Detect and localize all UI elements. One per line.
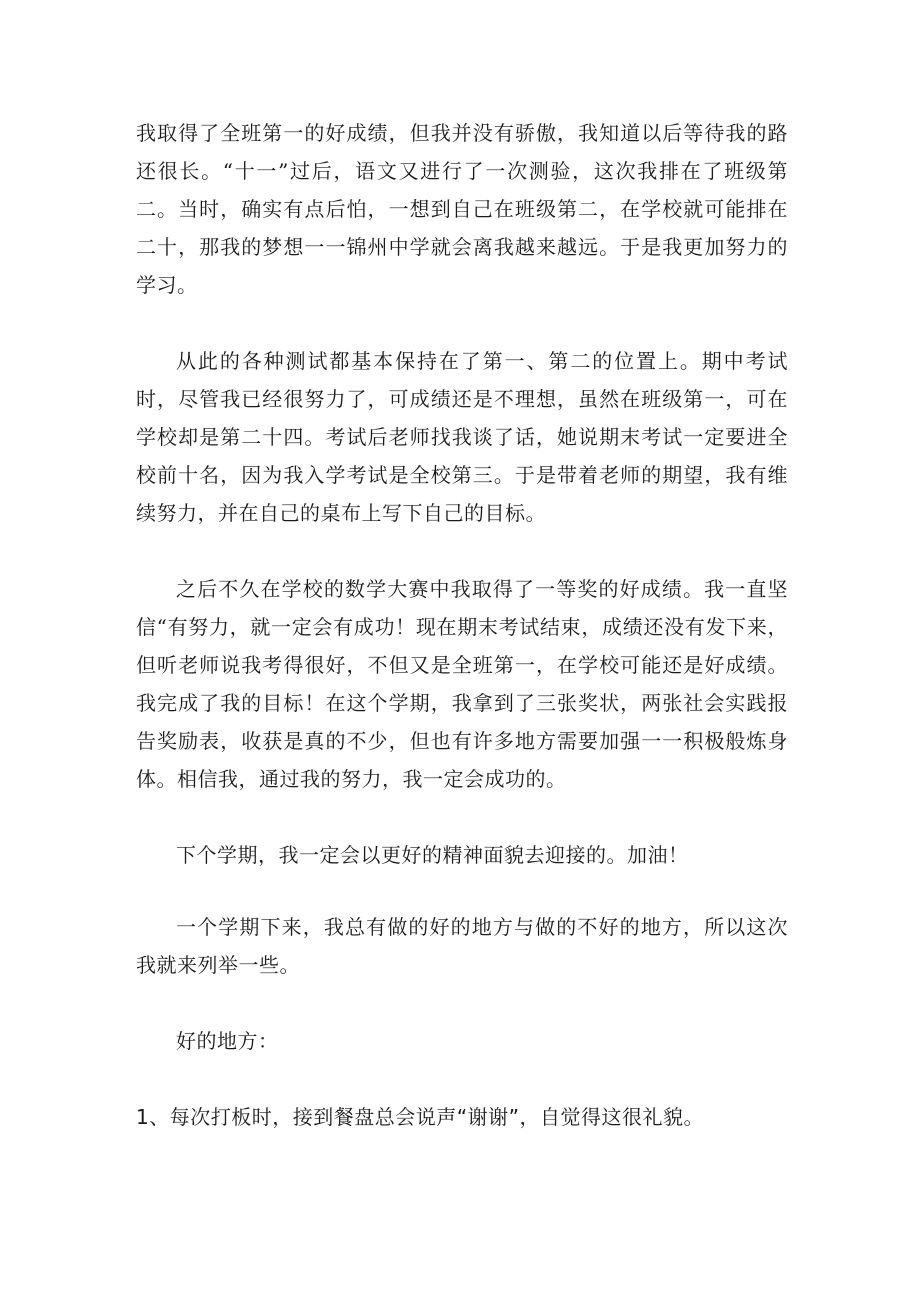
paragraph-3: 之后不久在学校的数学大赛中我取得了一等奖的好成绩。我一直坚信“有努力，就一定会有成功！现在期末考试结束，成绩还没有发下来，但听老师说我考得很好，不但又是全班第一，在学校可能还是好成绩。我完成了我的目标！在这个学期，我拿到了三张奖状，两张社会实践报告奖励表，收获是真的不少，但也有许多地方需要加强一一积极般炼身体。相信我，通过我的努力，我一定会成功的。 [136,577,788,791]
section-heading-good-points: 好的地方： [176,1029,279,1053]
paragraph-1: 我取得了全班第一的好成绩，但我并没有骄傲，我知道以后等待我的路还很长。“十一”过后，语文又进行了一次测验，这次我排在了班级第二。当时，确实有点后怕，一想到自己在班级第二，在学校就可能排在二十，那我的梦想一一锦州中学就会离我越来越远。于是我更加努力的学习。 [136,121,788,297]
list-item-1: 1、每次打板时，接到餐盘总会说声“谢谢”，自觉得这很礼貌。 [136,1105,704,1129]
paragraph-4: 下个学期，我一定会以更好的精神面貌去迎接的。加油！ [176,843,689,867]
paragraph-2: 从此的各种测试都基本保持在了第一、第二的位置上。期中考试时，尽管我已经很努力了，可成绩还是不理想，虽然在班级第一，可在学校却是第二十四。考试后老师找我谈了话，她说期末考试一定要进全校前十名，因为我入学考试是全校第三。于是带着老师的期望，我有维续努力，并在自己的桌布上写下自己的目标。 [136,349,788,525]
document-body [136,114,788,1136]
paragraph-5: 一个学期下来，我总有做的好的地方与做的不好的地方，所以这次我就来列举一些。 [136,915,788,977]
